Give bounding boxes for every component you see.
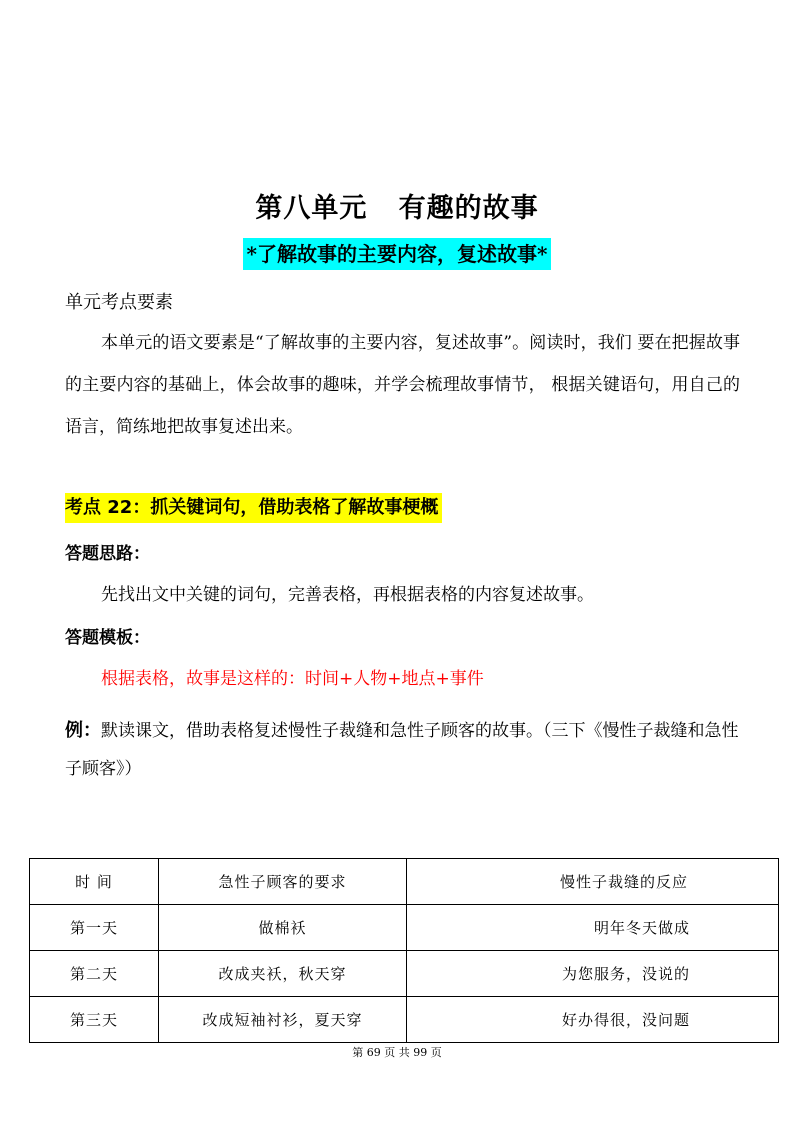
approach-heading: 答题思路： [65, 544, 150, 564]
table-cell: 改成短袖衬衫，夏天穿 [159, 997, 407, 1043]
table-header-cell: 急性子顾客的要求 [159, 859, 407, 905]
subtitle-highlight: *了解故事的主要内容，复述故事* [243, 238, 552, 270]
template-text: 根据表格，故事是这样的：时间+人物+地点+事件 [101, 669, 484, 689]
example-text: 默读课文，借助表格复述慢性子裁缝和急性子顾客的故事。（三下《慢性子裁缝和急性子顾客》） [65, 721, 739, 779]
kaodian-heading: 考点 22：抓关键词句，借助表格了解故事梗概 [65, 493, 442, 523]
table-row [30, 997, 779, 1043]
table-header-cell: 慢性子裁缝的反应 [407, 859, 779, 905]
table-cell: 第一天 [30, 905, 159, 951]
table-cell: 改成夹袄，秋天穿 [159, 951, 407, 997]
table-row [30, 905, 779, 951]
table-cell: 第二天 [30, 951, 159, 997]
table-cell: 做棉袄 [159, 905, 407, 951]
template-heading: 答题模板： [65, 628, 150, 648]
table-cell: 好办得很，没问题 [407, 997, 779, 1043]
story-table [29, 858, 779, 1043]
example-label: 例： [65, 720, 101, 741]
approach-text: 先找出文中关键的词句，完善表格，再根据表格的内容复述故事。 [101, 585, 594, 605]
subtitle-wrap [0, 238, 794, 270]
page-footer: 第 69 页 共 99 页 [352, 1046, 442, 1059]
table-cell: 第三天 [30, 997, 159, 1043]
table-header-cell: 时 间 [30, 859, 159, 905]
intro-paragraph: 本单元的语文要素是“了解故事的主要内容，复述故事”。阅读时，我们 要在把握故事的主要内容的基础上，体会故事的趣味，并学会梳理故事情节， 根据关键语句，用自己的语言，简练地把故事复述出来。 [65, 333, 740, 437]
example-block [65, 712, 740, 788]
table-row [30, 951, 779, 997]
page-title: 第八单元 有趣的故事 [255, 193, 539, 224]
section-label: 单元考点要素 [65, 292, 173, 313]
table-cell: 为您服务，没说的 [407, 951, 779, 997]
table-header-row [30, 859, 779, 905]
table-cell: 明年冬天做成 [407, 905, 779, 951]
